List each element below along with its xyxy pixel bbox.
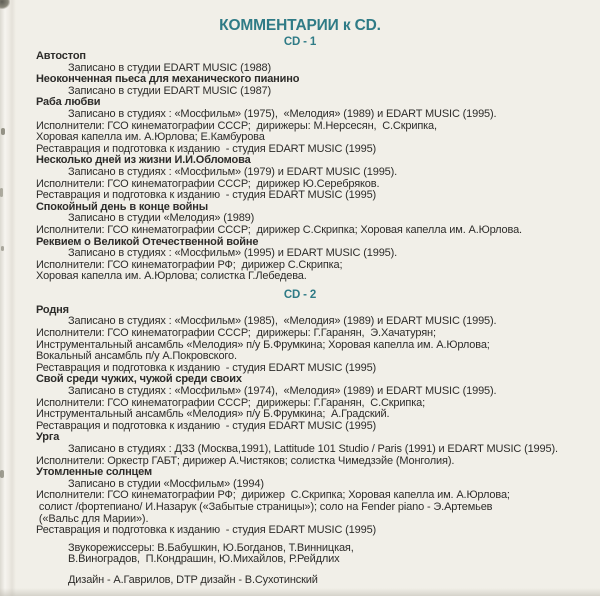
track-detail-line: Исполнители: ГСО кинематографии СССР; дирижер Ю.Серебряков. [36, 177, 380, 190]
design-credit: Дизайн - А.Гаврилов, DTP дизайн - В.Сухотинский [68, 573, 318, 586]
track-detail-line: Исполнители: ГСО кинематографии РФ; дирижер С.Скрипка; Хоровая капелла им. А.Юрлова; [36, 489, 510, 502]
track-title: Автостоп [36, 50, 86, 62]
track-detail-line: Реставрация и подготовка к изданию - студия EDART MUSIC (1995) [36, 361, 377, 374]
track-detail-line: Инструментальный ансамбль «Мелодия» п/у Б.Фрумкина; Хоровая капелла им. А.Юрлова; [36, 338, 490, 351]
track-title: Раба любви [36, 96, 101, 109]
disc-label: CD - 2 [283, 288, 317, 301]
track-detail-line: Записано в студиях : «Мосфильм» (1975), «Мелодия» (1989) и EDART MUSIC (1995). [68, 107, 497, 120]
page-title: КОММЕНТАРИИ к CD. [219, 17, 381, 34]
track-detail-line: Реставрация и подготовка к изданию - студия EDART MUSIC (1995) [36, 524, 377, 537]
track-detail-line: Инструментальный ансамбль «Мелодия» п/у Б.Фрумкина; А.Градский. [36, 408, 390, 421]
track-detail-line: Исполнители: ГСО кинематографии СССР; дирижеры: Г.Гаранян, С.Скрипка; [36, 396, 425, 409]
track-detail-line: Записано в студии EDART MUSIC (1987) [68, 84, 272, 97]
track-detail-line: Исполнители: ГСО кинематографии СССР; дирижер С.Скрипка; Хоровая капелла им. А.Юрлова. [36, 223, 522, 236]
track-detail-line: Реставрация и подготовка к изданию - студия EDART MUSIC (1995) [36, 142, 377, 155]
track-detail-line: Реставрация и подготовка к изданию - студия EDART MUSIC (1995) [36, 189, 377, 202]
disc-label: CD - 1 [283, 36, 317, 48]
track-detail-line: Записано в студиях : «Мосфильм» (1979) и EDART MUSIC (1995). [68, 165, 398, 178]
track-detail-line: Исполнители: ГСО кинематографии СССР; дирижеры: М.Нерсесян, С.Скрипка, [36, 119, 437, 132]
track-detail-line: Записано в студии «Мосфильм» (1994) [68, 477, 264, 490]
track-detail-line: Исполнители: ГСО кинематографии РФ; дирижер С.Скрипка; [36, 258, 343, 271]
track-title: Утомленные солнцем [36, 466, 152, 479]
track-detail-line: Хоровая капелла им. А.Юрлова; Е.Камбурова [36, 131, 265, 144]
track-detail-line: Записано в студиях : ДЗЗ (Москва,1991), Lattitude 101 Studio / Paris (1991) и EDART MUSIC (1995). [68, 443, 558, 455]
track-detail-line: Исполнители: Оркестр ГАБТ; дирижер А.Чистяков; солистка Чимедзэйе (Монголия). [36, 454, 455, 467]
track-detail-line: Хоровая капелла им. А.Юрлова; солистка Г.Лебедева. [36, 270, 307, 283]
track-title: Несколько дней из жизни И.И.Обломова [36, 154, 251, 167]
sound-engineers-credits [36, 543, 600, 566]
track-title: Реквием о Великой Отечественной войне [36, 235, 259, 248]
track-title: Урга [36, 431, 60, 444]
track-detail-line: Исполнители: ГСО кинематографии СССР; дирижеры: Г.Гаранян, Э.Хачатурян; [36, 327, 436, 340]
track-title: Свой среди чужих, чужой среди своих [36, 373, 242, 386]
track-detail-line: Записано в студиях : «Мосфильм» (1974), «Мелодия» (1989) и EDART MUSIC (1995). [68, 385, 497, 398]
track-detail-line: Записано в студии EDART MUSIC (1988) [68, 61, 272, 74]
track-title: Родня [36, 303, 69, 316]
track-detail-line: Записано в студиях : «Мосфильм» (1985), «Мелодия» (1989) и EDART MUSIC (1995). [68, 315, 497, 328]
track-detail-line: Записано в студиях : «Мосфильм» (1995) и EDART MUSIC (1995). [68, 247, 398, 260]
track-detail-line: Записано в студии «Мелодия» (1989) [68, 212, 255, 225]
track-title: Спокойный день в конце войны [36, 200, 208, 213]
disc-sections [36, 36, 600, 537]
track-detail-line: Вокальный ансамбль п/у А.Покровского. [36, 350, 237, 363]
track-title: Неоконченная пьеса для механического пианино [36, 73, 300, 86]
track-detail-line: солист /фортепиано/ И.Назарук («Забытые страницы»); соло на Fender piano - Э.Артемьев [36, 500, 493, 513]
engineers-credit-line: Звукорежиссеры: В.Бабушкин, Ю.Богданов, Т.Винницкая, [68, 541, 354, 554]
track-detail-line: Реставрация и подготовка к изданию - студия EDART MUSIC (1995) [36, 419, 377, 432]
track-detail-line: («Вальс для Марии»). [36, 512, 149, 525]
engineers-credit-line: В.Виноградов, П.Кондрашин, Ю.Михайлов, Р.Рейдлих [68, 553, 340, 566]
